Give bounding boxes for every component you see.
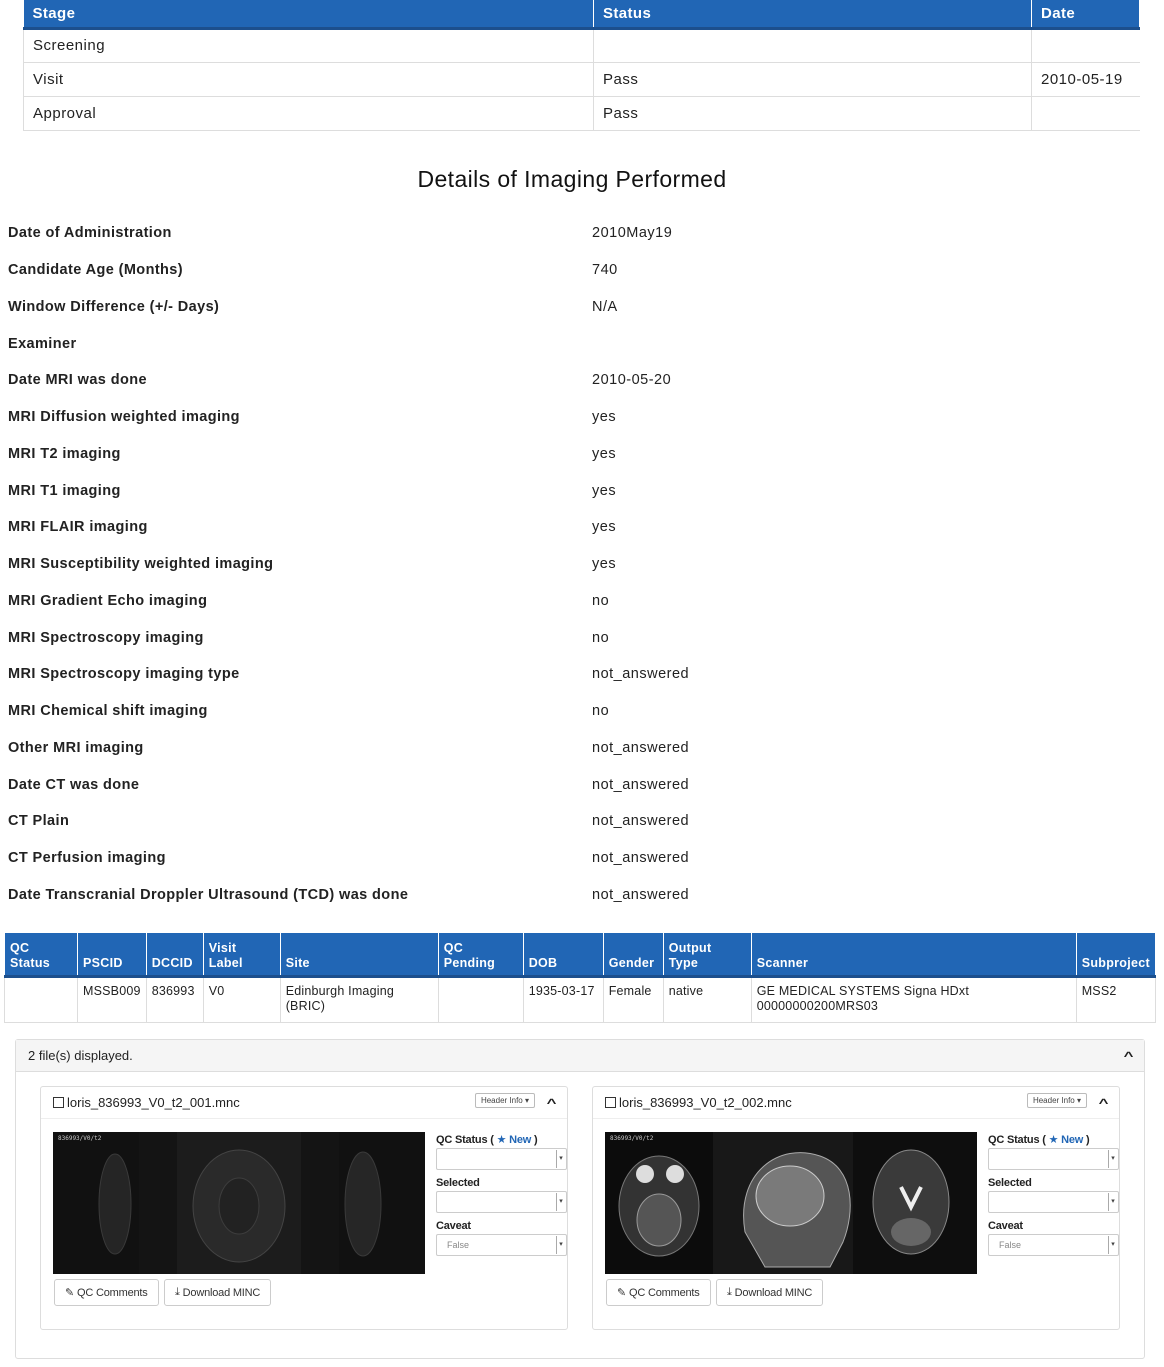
table-row [5,977,1156,1023]
detail-label: Date MRI was done [8,372,147,389]
select-arrow-icon: ▾ [1108,1150,1117,1168]
stage-cell: Visit [24,62,594,96]
detail-label: CT Plain [8,813,70,830]
pencil-icon: ✎ [65,1287,75,1299]
selected-select[interactable] [988,1191,1119,1213]
mri-brain-axial-sagittal-coronal [605,1132,977,1274]
qc-panel [988,1132,1120,1261]
file-card-header [593,1087,1119,1119]
header-info-dropdown[interactable]: Header Info ▾ [475,1093,535,1108]
cell-line: GE MEDICAL SYSTEMS Signa HDxt [756,984,970,998]
detail-row [8,436,1148,473]
stage-cell: Approval [24,96,594,130]
caveat-label: Caveat [436,1220,471,1232]
detail-row [8,693,1148,730]
stage-table [23,0,1140,131]
caveat-value: False [999,1240,1022,1250]
selected-label: Selected [436,1177,480,1189]
detail-row [8,730,1148,767]
cell-line: MSSB009 [83,984,141,998]
detail-row [8,766,1148,803]
detail-value: 740 [592,262,618,279]
qc-comments-button[interactable] [54,1279,159,1306]
cell-line: Female [608,984,652,998]
column-header-dob[interactable] [523,933,603,977]
detail-row [8,803,1148,840]
detail-label: MRI Chemical shift imaging [8,703,208,720]
cell-line: Edinburgh Imaging [285,984,395,998]
header-line: DOB [528,956,558,970]
detail-value: yes [592,445,617,462]
header-line: Visit [208,941,237,955]
column-header-site[interactable] [280,933,438,977]
qc-status-text: QC Status ( [988,1134,1046,1146]
detail-value: 2010May19 [592,225,673,242]
mri-scan-image[interactable] [605,1132,977,1274]
caveat-select[interactable] [988,1234,1119,1256]
qc-status-select[interactable] [436,1148,567,1170]
site-cell [280,977,438,1023]
header-line: PSCID [83,956,123,970]
qc-comments-label: QC Comments [77,1286,148,1299]
mri-brain-sagittal-axial-coronal-dim [53,1132,425,1274]
stage-cell: Screening [24,28,594,62]
status-cell: Pass [594,62,1032,96]
detail-label: Other MRI imaging [8,739,144,756]
select-arrow-icon: ▾ [556,1193,565,1211]
select-arrow-icon: ▾ [556,1150,565,1168]
files-panel-heading[interactable] [16,1040,1144,1072]
download-minc-label: Download MINC [734,1286,813,1299]
qc-status-close: ) [533,1134,538,1146]
date-cell: 2010-05-19 [1032,62,1140,96]
column-header-status[interactable]: Status [594,0,1032,28]
file-card [40,1086,568,1330]
output-type-cell [663,977,751,1023]
files-panel [15,1039,1145,1359]
header-line: Type [668,956,699,970]
detail-value: no [592,629,610,646]
file-card-header [41,1087,567,1119]
detail-label: MRI Gradient Echo imaging [8,592,208,609]
pencil-icon: ✎ [617,1287,627,1299]
column-header-qc-pending[interactable] [438,933,523,977]
detail-label: MRI T1 imaging [8,482,121,499]
qc-panel [436,1132,568,1261]
cell-line: native [668,984,704,998]
file-select-checkbox[interactable] [605,1097,616,1108]
qc-status-close: ) [1085,1134,1090,1146]
column-header-date[interactable]: Date [1032,0,1140,28]
file-card [592,1086,1120,1330]
qc-status-text: QC Status ( [436,1134,494,1146]
cell-line: 836993 [151,984,195,998]
column-header-subproject[interactable] [1076,933,1155,977]
detail-value: yes [592,556,617,573]
detail-label: CT Perfusion imaging [8,850,166,867]
column-header-gender[interactable] [603,933,663,977]
download-minc-label: Download MINC [182,1286,261,1299]
detail-value: not_answered [592,813,690,830]
detail-row [8,399,1148,436]
detail-row [8,583,1148,620]
detail-value: not_answered [592,850,690,867]
date-cell [1032,28,1140,62]
header-line: QC [443,941,464,955]
table-row [24,96,1140,130]
detail-row [8,656,1148,693]
column-header-visit-label[interactable] [203,933,280,977]
detail-label: MRI T2 imaging [8,445,121,462]
detail-label: MRI FLAIR imaging [8,519,148,536]
file-select-checkbox[interactable] [53,1097,64,1108]
header-info-label: Header Info [480,1096,523,1105]
file-name: loris_836993_V0_t2_002.mnc [619,1095,792,1110]
select-arrow-icon: ▾ [1108,1193,1117,1211]
header-line: DCCID [151,956,193,970]
column-header-stage[interactable]: Stage [24,0,594,28]
qc-new-link[interactable]: ★ New [1048,1134,1084,1146]
detail-value: not_answered [592,666,690,683]
detail-row [8,546,1148,583]
header-info-label: Header Info [1032,1096,1075,1105]
gender-cell [603,977,663,1023]
select-arrow-icon: ▾ [1108,1236,1117,1254]
detail-value: yes [592,409,617,426]
cell-line: 00000000200MRS03 [756,999,879,1013]
chevron-up-icon[interactable]: ^ [1098,1096,1109,1110]
cell-line: (BRIC) [285,999,326,1013]
dob-cell [523,977,603,1023]
scan-header-row [5,933,1156,977]
qc-pending-cell [438,977,523,1023]
scanner-cell [751,977,1076,1023]
detail-row [8,215,1148,252]
header-line: Scanner [756,956,809,970]
cell-line: 1935-03-17 [528,984,595,998]
detail-label: MRI Spectroscopy imaging [8,629,204,646]
header-line: Status [10,956,51,970]
cell-line: MSS2 [1081,984,1117,998]
status-cell: Pass [594,96,1032,130]
detail-value: N/A [592,298,618,315]
details-list [8,215,1148,913]
selected-select[interactable] [436,1191,567,1213]
header-line: Subproject [1081,956,1150,970]
detail-label: Candidate Age (Months) [8,262,184,279]
header-line: Site [285,956,310,970]
detail-value: yes [592,519,617,536]
column-header-scanner[interactable] [751,933,1076,977]
detail-value: not_answered [592,739,690,756]
qc-status-select[interactable] [988,1148,1119,1170]
qc-new-link[interactable]: ★ New [496,1134,532,1146]
detail-row [8,472,1148,509]
file-name: loris_836993_V0_t2_001.mnc [67,1095,240,1110]
subproject-cell [1076,977,1155,1023]
column-header-pscid[interactable] [78,933,147,977]
detail-value: not_answered [592,886,690,903]
qc-status-label [988,1132,1120,1148]
mri-scan-image[interactable] [53,1132,425,1274]
download-icon: ⤓ [175,1286,180,1298]
status-cell [594,28,1032,62]
chevron-up-icon[interactable]: ^ [546,1096,557,1110]
table-row [24,28,1140,62]
visit-label-cell [203,977,280,1023]
detail-label: MRI Spectroscopy imaging type [8,666,240,683]
selected-label: Selected [988,1177,1032,1189]
caveat-select[interactable] [436,1234,567,1256]
detail-label: MRI Diffusion weighted imaging [8,409,240,426]
detail-label: Date CT was done [8,776,140,793]
detail-row [8,877,1148,914]
qc-status-label [436,1132,568,1148]
date-cell [1032,96,1140,130]
download-icon: ⤓ [727,1286,732,1298]
dccid-cell [146,977,203,1023]
files-count: 2 file(s) displayed. [28,1048,133,1063]
header-info-dropdown[interactable]: Header Info ▾ [1027,1093,1087,1108]
scan-image-label: 836993/V0/t2 [610,1135,654,1142]
detail-label: Examiner [8,335,77,352]
detail-row [8,362,1148,399]
detail-label: Date Transcranial Droppler Ultrasound (TCD) was done [8,886,409,903]
detail-label: MRI Susceptibility weighted imaging [8,556,274,573]
detail-value: yes [592,482,617,499]
download-minc-button[interactable] [164,1279,271,1306]
column-header-output-type[interactable] [663,933,751,977]
table-row [24,62,1140,96]
detail-row [8,289,1148,326]
detail-value: no [592,703,610,720]
qc-comments-button[interactable] [606,1279,711,1306]
caveat-label: Caveat [988,1220,1023,1232]
header-line: Gender [608,956,655,970]
qc-status-cell [5,977,78,1023]
column-header-dccid[interactable] [146,933,203,977]
detail-value: 2010-05-20 [592,372,672,389]
header-line: Label [208,956,243,970]
cell-line: V0 [208,984,225,998]
detail-row [8,619,1148,656]
details-title: Details of Imaging Performed [417,166,727,192]
qc-comments-label: QC Comments [629,1286,700,1299]
detail-row [8,509,1148,546]
select-arrow-icon: ▾ [556,1236,565,1254]
scan-image-label: 836993/V0/t2 [58,1135,102,1142]
header-line: Pending [443,956,496,970]
detail-row [8,252,1148,289]
caveat-value: False [447,1240,470,1250]
detail-label: Date of Administration [8,225,172,242]
detail-row [8,840,1148,877]
stage-header-row [24,0,1140,28]
column-header-qc-status[interactable] [5,933,78,977]
header-line: Output [668,941,712,955]
detail-label: Window Difference (+/- Days) [8,298,220,315]
pscid-cell [78,977,147,1023]
scan-info-table [4,932,1156,1023]
detail-value: no [592,592,610,609]
header-line: QC [10,941,30,955]
chevron-up-icon[interactable]: ^ [1123,1048,1134,1063]
detail-row [8,325,1148,362]
download-minc-button[interactable] [716,1279,823,1306]
detail-value: not_answered [592,776,690,793]
